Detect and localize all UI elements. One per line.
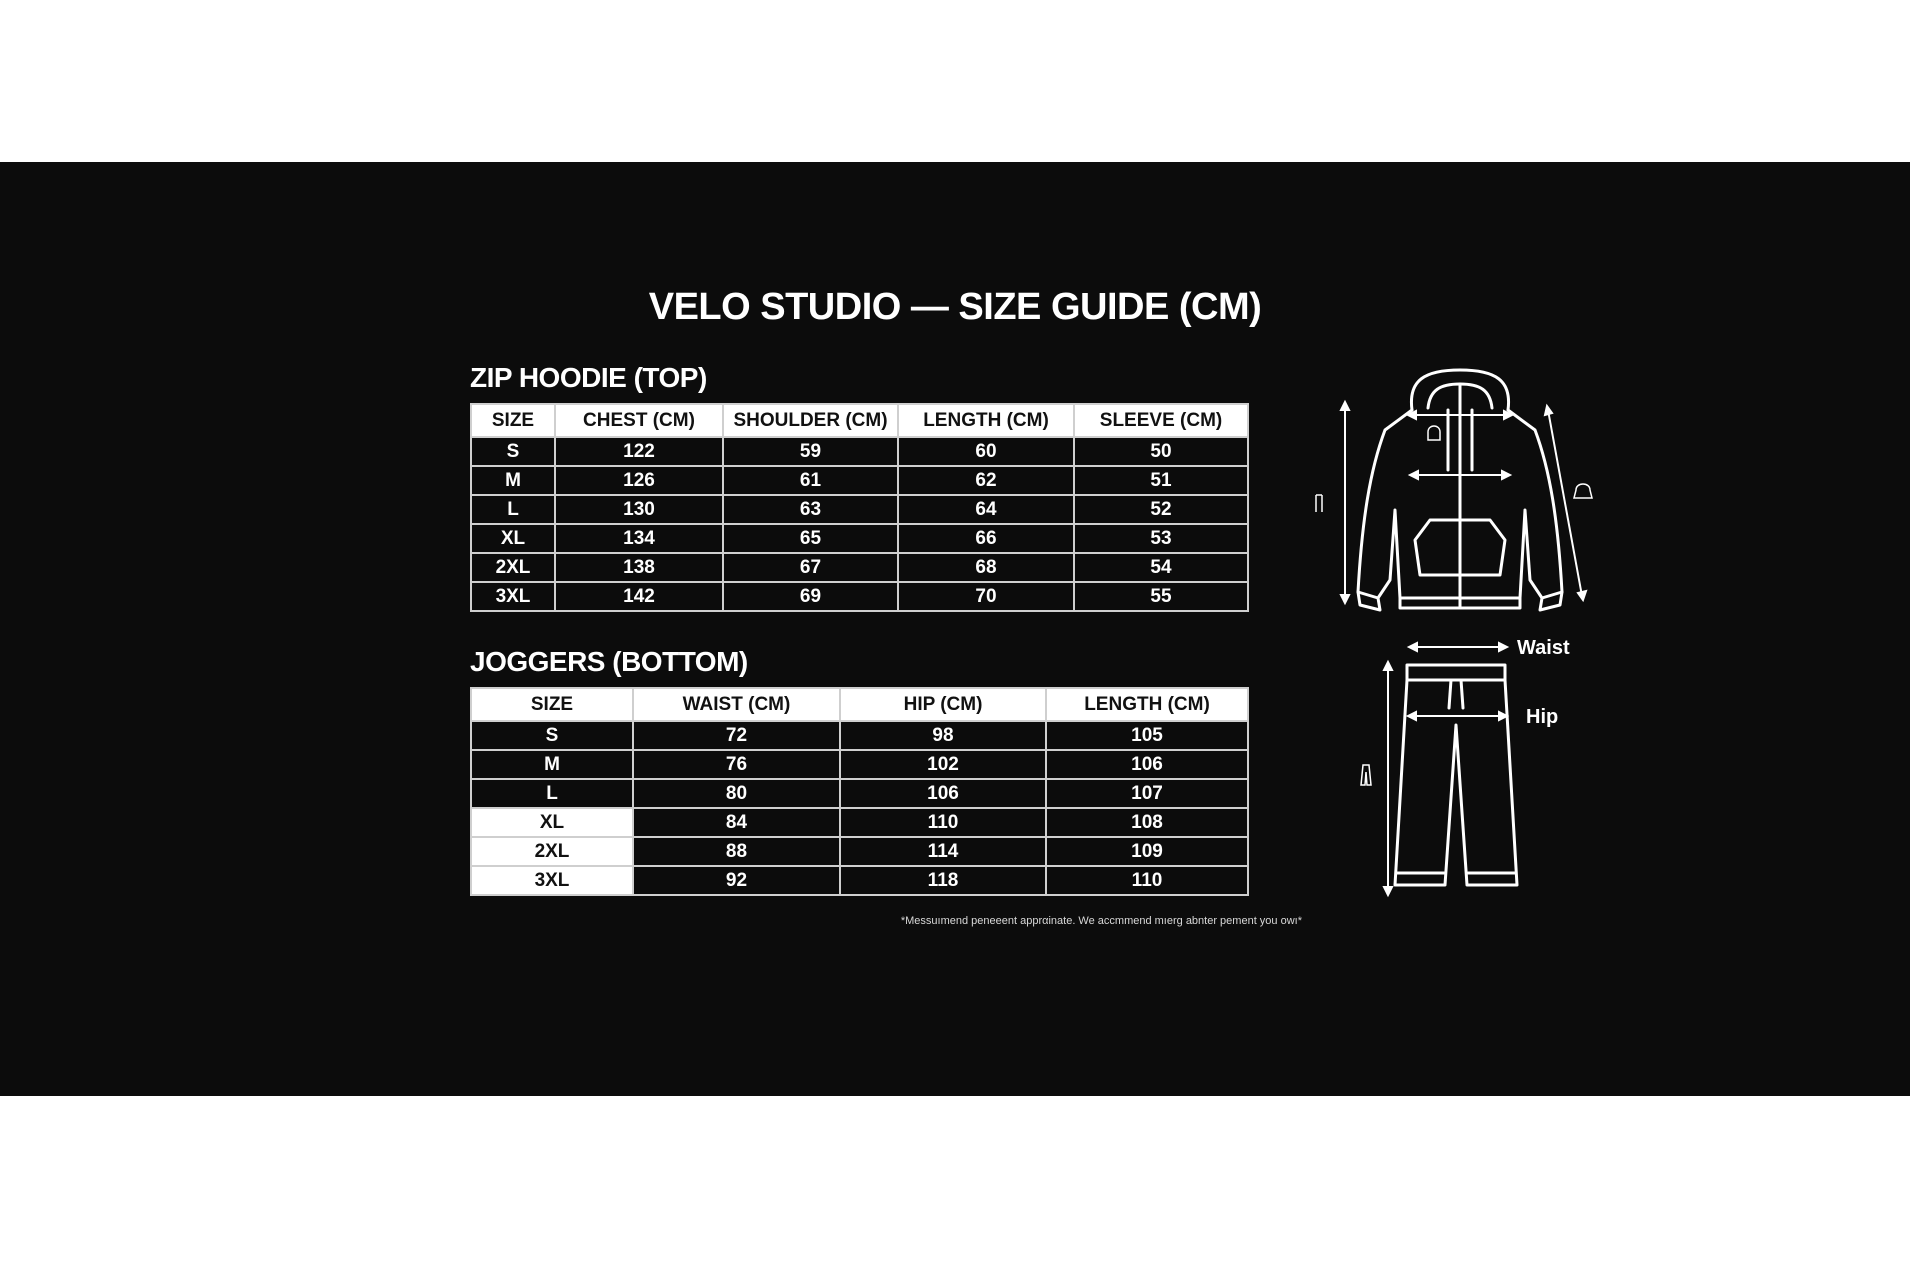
column-header-shoulder: SHOULDER (CM) xyxy=(723,404,898,437)
column-header-waist: WAIST (CM) xyxy=(633,688,840,721)
hoodie-size-table xyxy=(470,403,1249,612)
table-row xyxy=(471,779,1248,808)
size-cell: 3XL xyxy=(471,866,633,895)
chest-cell: 142 xyxy=(555,582,723,611)
table-row xyxy=(471,750,1248,779)
table-row xyxy=(471,808,1248,837)
shoulder-cell: 61 xyxy=(723,466,898,495)
length-cell: 106 xyxy=(1046,750,1248,779)
hip-cell: 106 xyxy=(840,779,1046,808)
measurement-note: *Messuımend peneeent apprαinate. We accmmend mıerg abnter pement you owı* xyxy=(900,915,1302,927)
page-title: VELO STUDIO — SIZE GUIDE (CM) xyxy=(648,286,1262,328)
size-cell: 2XL xyxy=(471,837,633,866)
length-cell: 60 xyxy=(898,437,1074,466)
size-cell: L xyxy=(471,495,555,524)
table-header-row xyxy=(471,404,1248,437)
size-cell: S xyxy=(471,437,555,466)
sleeve-cell: 55 xyxy=(1074,582,1248,611)
hip-label: Hip xyxy=(1526,706,1559,728)
length-cell: 107 xyxy=(1046,779,1248,808)
column-header-length: LENGTH (CM) xyxy=(1046,688,1248,721)
hip-cell: 114 xyxy=(840,837,1046,866)
table-row xyxy=(471,495,1248,524)
shoulder-cell: 65 xyxy=(723,524,898,553)
column-header-size: SIZE xyxy=(471,404,555,437)
length-cell: 109 xyxy=(1046,837,1248,866)
size-cell: XL xyxy=(471,524,555,553)
size-cell: M xyxy=(471,466,555,495)
hip-cell: 98 xyxy=(840,721,1046,750)
size-cell: 2XL xyxy=(471,553,555,582)
chest-cell: 122 xyxy=(555,437,723,466)
column-header-hip: HIP (CM) xyxy=(840,688,1046,721)
table-row xyxy=(471,866,1248,895)
column-header-sleeve: SLEEVE (CM) xyxy=(1074,404,1248,437)
sleeve-cell: 52 xyxy=(1074,495,1248,524)
chest-cell: 138 xyxy=(555,553,723,582)
table-row xyxy=(471,837,1248,866)
length-cell: 70 xyxy=(898,582,1074,611)
column-header-chest: CHEST (CM) xyxy=(555,404,723,437)
waist-label: Waist xyxy=(1517,637,1570,659)
joggers-outline-icon xyxy=(1355,630,1605,900)
column-header-length: LENGTH (CM) xyxy=(898,404,1074,437)
column-header-size: SIZE xyxy=(471,688,633,721)
length-cell: 108 xyxy=(1046,808,1248,837)
table-header-row xyxy=(471,688,1248,721)
length-cell: 62 xyxy=(898,466,1074,495)
shoulder-cell: 59 xyxy=(723,437,898,466)
joggers-size-table xyxy=(470,687,1249,896)
length-cell: 64 xyxy=(898,495,1074,524)
shoulder-cell: 67 xyxy=(723,553,898,582)
length-cell: 110 xyxy=(1046,866,1248,895)
chest-cell: 126 xyxy=(555,466,723,495)
table-row xyxy=(471,582,1248,611)
sleeve-cell: 51 xyxy=(1074,466,1248,495)
length-cell: 105 xyxy=(1046,721,1248,750)
waist-cell: 72 xyxy=(633,721,840,750)
length-cell: 66 xyxy=(898,524,1074,553)
sleeve-cell: 54 xyxy=(1074,553,1248,582)
hip-cell: 118 xyxy=(840,866,1046,895)
shoulder-cell: 63 xyxy=(723,495,898,524)
waist-cell: 92 xyxy=(633,866,840,895)
hoodie-outline-icon xyxy=(1300,360,1620,620)
sleeve-cell: 53 xyxy=(1074,524,1248,553)
chest-cell: 130 xyxy=(555,495,723,524)
waist-cell: 80 xyxy=(633,779,840,808)
size-cell: L xyxy=(471,779,633,808)
length-cell: 68 xyxy=(898,553,1074,582)
waist-cell: 88 xyxy=(633,837,840,866)
waist-cell: 76 xyxy=(633,750,840,779)
table-row xyxy=(471,721,1248,750)
size-cell: S xyxy=(471,721,633,750)
hip-cell: 102 xyxy=(840,750,1046,779)
table-row xyxy=(471,553,1248,582)
chest-cell: 134 xyxy=(555,524,723,553)
waist-cell: 84 xyxy=(633,808,840,837)
table-row xyxy=(471,437,1248,466)
sleeve-cell: 50 xyxy=(1074,437,1248,466)
hip-cell: 110 xyxy=(840,808,1046,837)
table-row xyxy=(471,466,1248,495)
hoodie-section-heading: ZIP HOODIE (TOP) xyxy=(470,362,707,393)
size-cell: XL xyxy=(471,808,633,837)
size-cell: M xyxy=(471,750,633,779)
joggers-section-heading: JOGGERS (BOTTOM) xyxy=(470,646,748,677)
shoulder-cell: 69 xyxy=(723,582,898,611)
table-row xyxy=(471,524,1248,553)
size-cell: 3XL xyxy=(471,582,555,611)
